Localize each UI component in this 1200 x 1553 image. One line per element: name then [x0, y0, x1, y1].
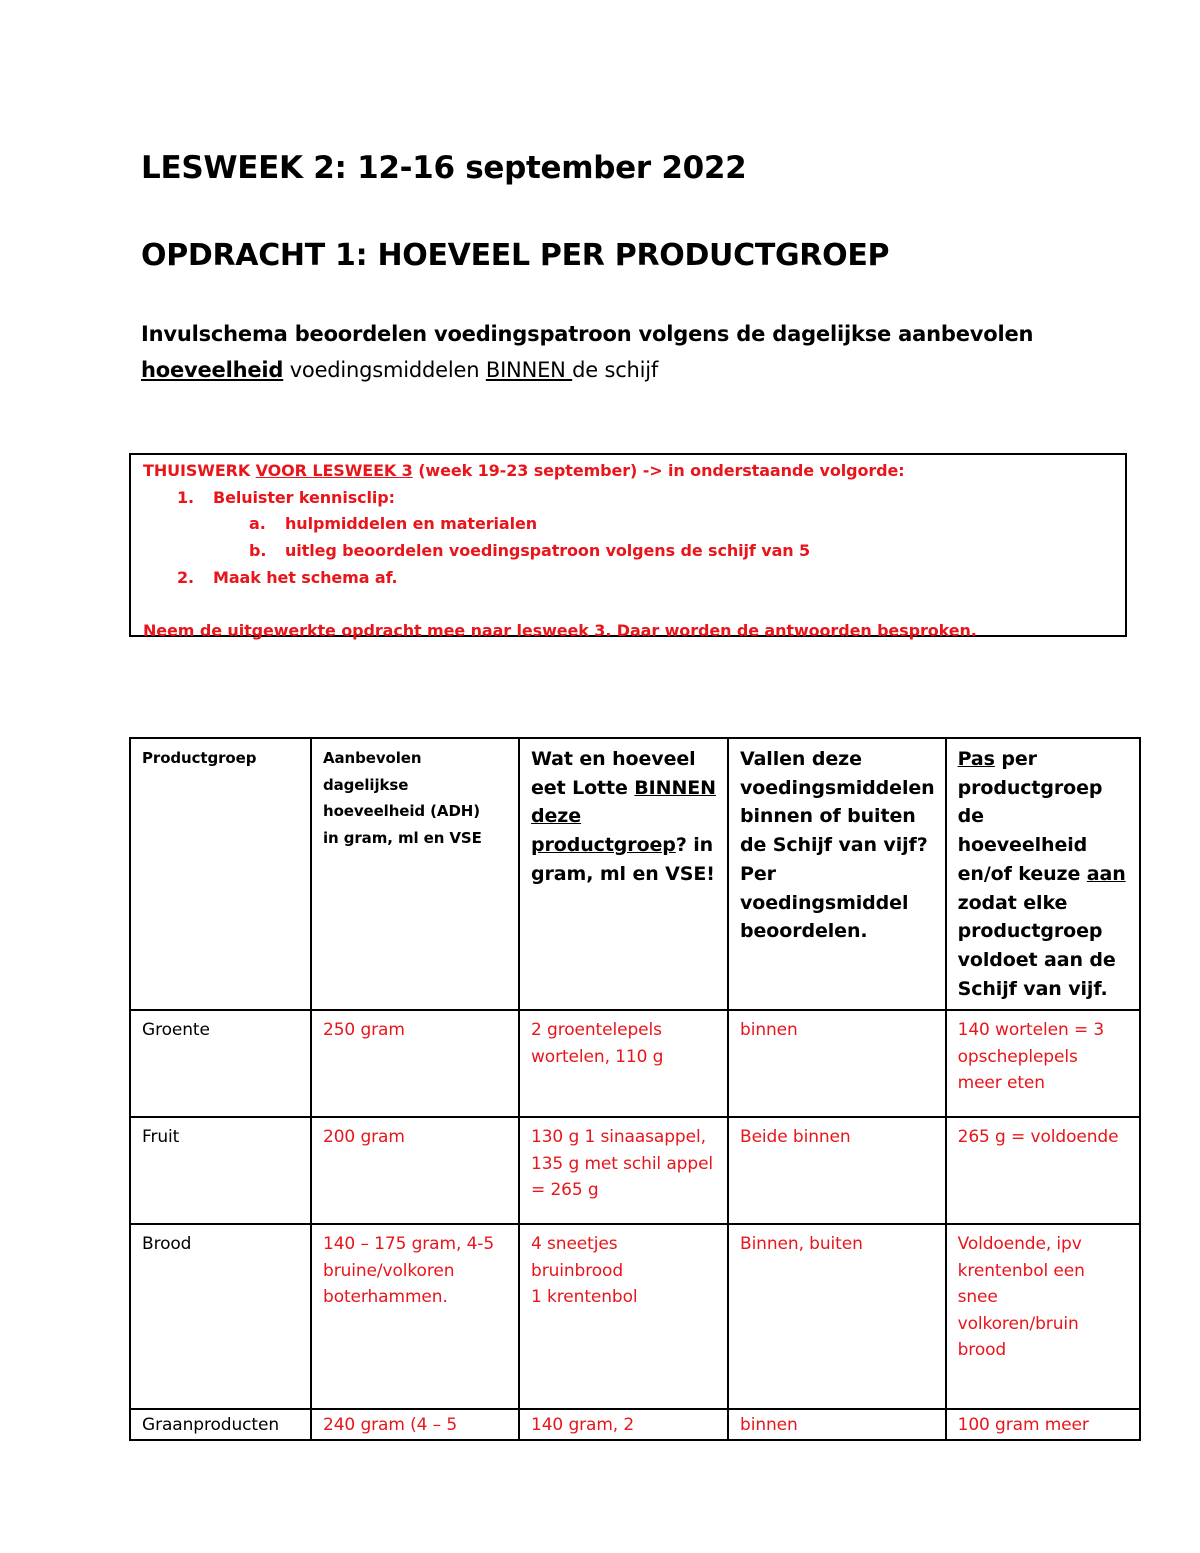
cell-judge: binnen	[728, 1409, 946, 1440]
cell-adh: 200 gram	[311, 1117, 519, 1224]
intro-end: de schijf	[572, 358, 659, 382]
header-what-lotte-eats: Wat en hoeveel eet Lotte BINNEN deze productgroep? in gram, ml en VSE!	[519, 738, 728, 1010]
cell-eats: 140 gram, 2	[519, 1409, 728, 1440]
homework-item-2: Maak het schema af.	[213, 568, 398, 587]
intro-mid: voedingsmiddelen	[283, 358, 486, 382]
header-productgroep: Productgroep	[130, 738, 311, 1010]
homework-title-underlined: VOOR LESWEEK 3	[255, 461, 413, 480]
header-adh: Aanbevolen dagelijkse hoeveelheid (ADH) in gram, ml en VSE	[311, 738, 519, 1010]
table-row	[130, 1117, 1140, 1224]
homework-box	[129, 453, 1127, 640]
cell-eats: 130 g 1 sinaasappel, 135 g met schil appel = 265 g	[519, 1117, 728, 1224]
cell-judge: Beide binnen	[728, 1117, 946, 1224]
table-header-row	[130, 738, 1140, 1010]
assessment-table	[129, 737, 1141, 1441]
intro-underline-hoeveelheid: hoeveelheid	[141, 358, 284, 382]
homework-title-part1: THUISWERK	[143, 461, 256, 480]
page-title: LESWEEK 2: 12-16 september 2022	[141, 150, 747, 186]
cell-eats: 4 sneetjes bruinbrood 1 krentenbol	[519, 1224, 728, 1409]
header-inside-outside: Vallen deze voedingsmiddelen binnen of buiten de Schijf van vijf? Per voedingsmiddel beoordelen.	[728, 738, 946, 1010]
cell-group: Fruit	[130, 1117, 311, 1224]
cell-adjust: 140 wortelen = 3 opscheplepels meer eten	[946, 1010, 1140, 1117]
intro-underline-binnen: BINNEN	[485, 358, 573, 382]
cell-group: Brood	[130, 1224, 311, 1409]
table-row	[130, 1409, 1140, 1440]
cell-adh: 140 – 175 gram, 4-5 bruine/volkoren boterhammen.	[311, 1224, 519, 1409]
homework-title-part2: (week 19-23 september) -> in onderstaande volgorde:	[412, 461, 905, 480]
cell-adjust: Voldoende, ipv krentenbol een snee volkoren/bruin brood	[946, 1224, 1140, 1409]
homework-sub-b-number: b.	[249, 541, 267, 560]
homework-sub-a: hulpmiddelen en materialen	[285, 514, 538, 533]
cell-adh: 250 gram	[311, 1010, 519, 1117]
cell-eats: 2 groentelepels wortelen, 110 g	[519, 1010, 728, 1117]
cell-judge: binnen	[728, 1010, 946, 1117]
cell-adjust: 100 gram meer	[946, 1409, 1140, 1440]
homework-title	[143, 461, 905, 480]
header-adjust: Pas per productgroep de hoeveelheid en/of keuze aan zodat elke productgroep voldoet aan de Schijf van vijf.	[946, 738, 1140, 1010]
cell-judge: Binnen, buiten	[728, 1224, 946, 1409]
homework-sub-a-number: a.	[249, 514, 266, 533]
homework-item-1: Beluister kennisclip:	[213, 488, 395, 507]
assignment-title: OPDRACHT 1: HOEVEEL PER PRODUCTGROEP	[141, 238, 890, 273]
table-row	[130, 1224, 1140, 1409]
homework-item-1-number: 1.	[177, 488, 195, 507]
homework-item-2-number: 2.	[177, 568, 195, 587]
table-row	[130, 1010, 1140, 1117]
intro-line1: Invulschema beoordelen voedingspatroon volgens de dagelijkse aanbevolen	[141, 322, 1034, 346]
cell-adjust: 265 g = voldoende	[946, 1117, 1140, 1224]
cell-adh: 240 gram (4 – 5	[311, 1409, 519, 1440]
cell-group: Groente	[130, 1010, 311, 1117]
cell-group: Graanproducten	[130, 1409, 311, 1440]
homework-footer: Neem de uitgewerkte opdracht mee naar lesweek 3. Daar worden de antwoorden besproken.	[143, 621, 977, 640]
intro-text	[141, 316, 1101, 388]
homework-sub-b: uitleg beoordelen voedingspatroon volgens de schijf van 5	[285, 541, 811, 560]
